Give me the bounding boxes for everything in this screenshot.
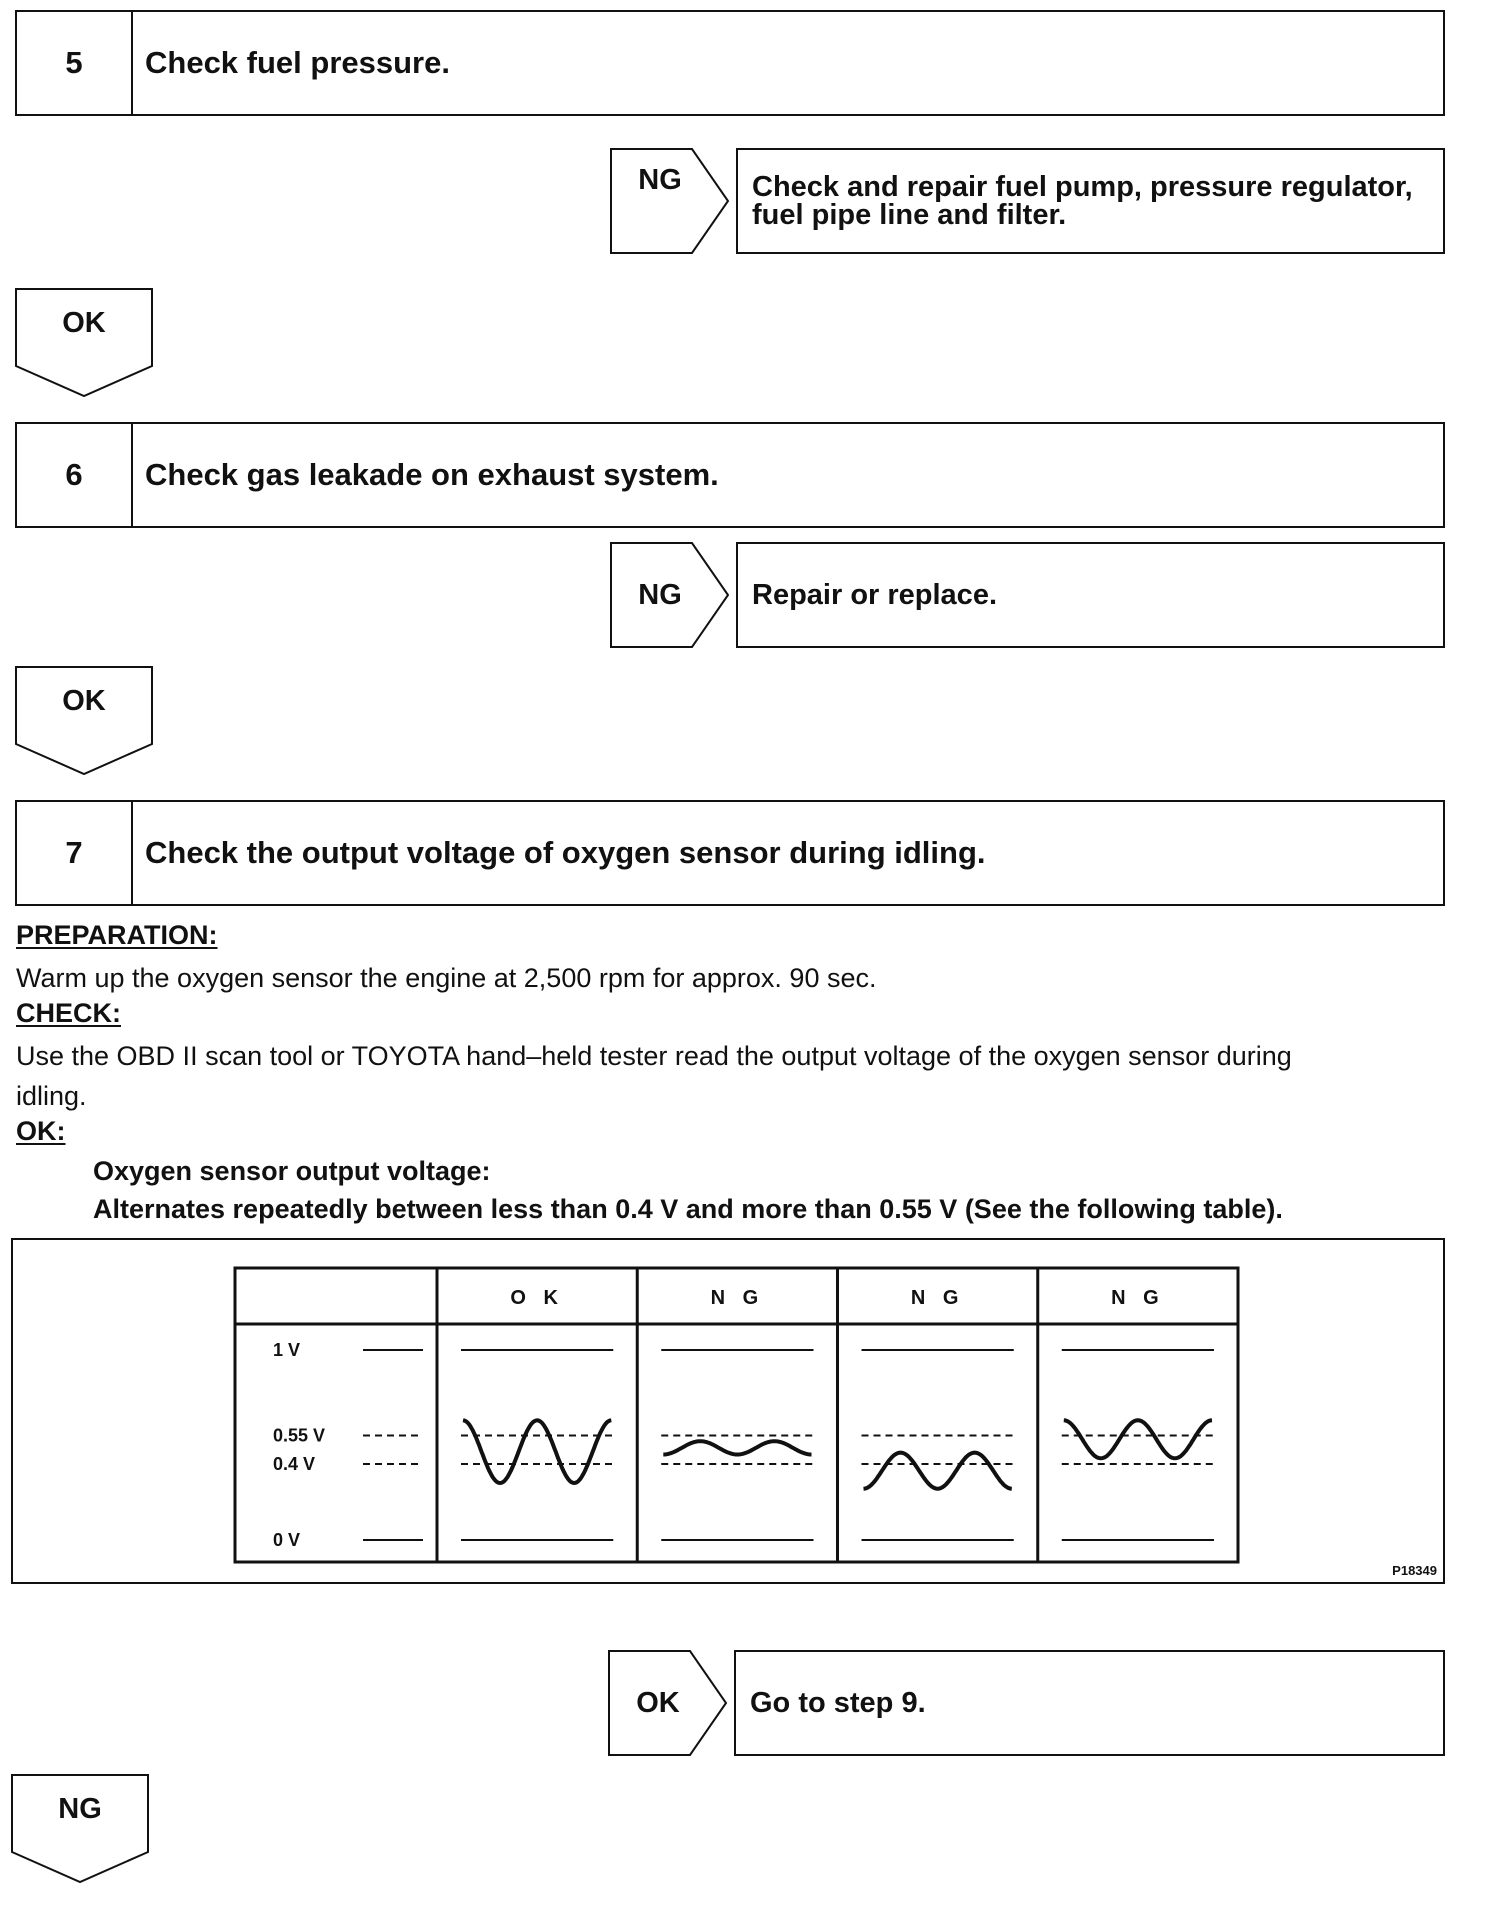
check-heading: CHECK: bbox=[16, 998, 121, 1028]
ok-spec-line-2: Alternates repeatedly between less than 0.4 V and more than 0.55 V (See the following table). bbox=[93, 1194, 1283, 1224]
check-text-line-2: idling. bbox=[16, 1081, 87, 1111]
waveform-trace bbox=[463, 1420, 611, 1483]
ok-label: OK bbox=[62, 684, 106, 717]
waveform-trace bbox=[663, 1441, 811, 1454]
action-text bbox=[752, 170, 1413, 231]
waveform-trace bbox=[864, 1453, 1012, 1489]
voltage-row-label: 0.4 V bbox=[273, 1454, 316, 1474]
waveform-figure bbox=[11, 1238, 1445, 1584]
step-7-ok-action bbox=[734, 1650, 1445, 1756]
step-number: 7 bbox=[17, 802, 133, 904]
step-title: Check gas leakade on exhaust system. bbox=[145, 457, 719, 492]
figure-id: P18349 bbox=[1392, 1563, 1437, 1578]
waveform-trace bbox=[1064, 1420, 1212, 1458]
step-5-ok-arrow[interactable] bbox=[15, 288, 153, 398]
column-header: N G bbox=[910, 1287, 965, 1309]
waveform-table-svg bbox=[13, 1240, 1443, 1582]
ng-label: NG bbox=[638, 578, 682, 611]
voltage-row-label: 0.55 V bbox=[273, 1425, 326, 1446]
ok-label: OK bbox=[62, 306, 106, 339]
check-text-line-1: Use the OBD II scan tool or TOYOTA hand–held tester read the output voltage of the oxygen sensor during bbox=[16, 1041, 1292, 1071]
action-line-1: Check and repair fuel pump, pressure regulator, bbox=[752, 170, 1413, 203]
step-title: Check fuel pressure. bbox=[145, 45, 450, 80]
step-6-ng-action bbox=[736, 542, 1445, 648]
column-header: N G bbox=[710, 1287, 765, 1309]
step-5-ng-action bbox=[736, 148, 1445, 254]
ng-label: NG bbox=[638, 163, 682, 196]
ok-label: OK bbox=[636, 1686, 680, 1719]
action-line-2: fuel pipe line and filter. bbox=[752, 199, 1067, 231]
step-title: Check the output voltage of oxygen sensor during idling. bbox=[145, 835, 986, 870]
waveform-table bbox=[13, 1240, 1443, 1582]
column-header: O K bbox=[510, 1287, 564, 1309]
action-text: Go to step 9. bbox=[750, 1686, 926, 1719]
step-7-header bbox=[15, 800, 1445, 906]
table-border bbox=[235, 1268, 1238, 1562]
step-6-ok-arrow[interactable] bbox=[15, 666, 153, 776]
step-6-ng-arrow[interactable] bbox=[610, 542, 730, 648]
column-header: N G bbox=[1111, 1287, 1165, 1309]
ok-heading: OK: bbox=[16, 1116, 66, 1146]
preparation-heading: PREPARATION: bbox=[16, 920, 218, 950]
check-text bbox=[16, 1036, 1456, 1116]
preparation-text: Warm up the oxygen sensor the engine at 2,500 rpm for approx. 90 sec. bbox=[16, 963, 877, 993]
step-5-header bbox=[15, 10, 1445, 116]
ok-spec-line-1: Oxygen sensor output voltage: bbox=[93, 1156, 491, 1186]
step-number: 6 bbox=[17, 424, 133, 526]
step-number: 5 bbox=[17, 12, 133, 114]
voltage-row-label: 1 V bbox=[273, 1340, 301, 1360]
step-7-ng-arrow[interactable] bbox=[11, 1774, 149, 1884]
ng-label: NG bbox=[58, 1792, 102, 1825]
action-text: Repair or replace. bbox=[752, 578, 997, 611]
step-6-header bbox=[15, 422, 1445, 528]
voltage-row-label: 0 V bbox=[273, 1530, 301, 1550]
step-7-ok-arrow[interactable] bbox=[608, 1650, 728, 1756]
step-5-ng-arrow[interactable] bbox=[610, 148, 730, 254]
